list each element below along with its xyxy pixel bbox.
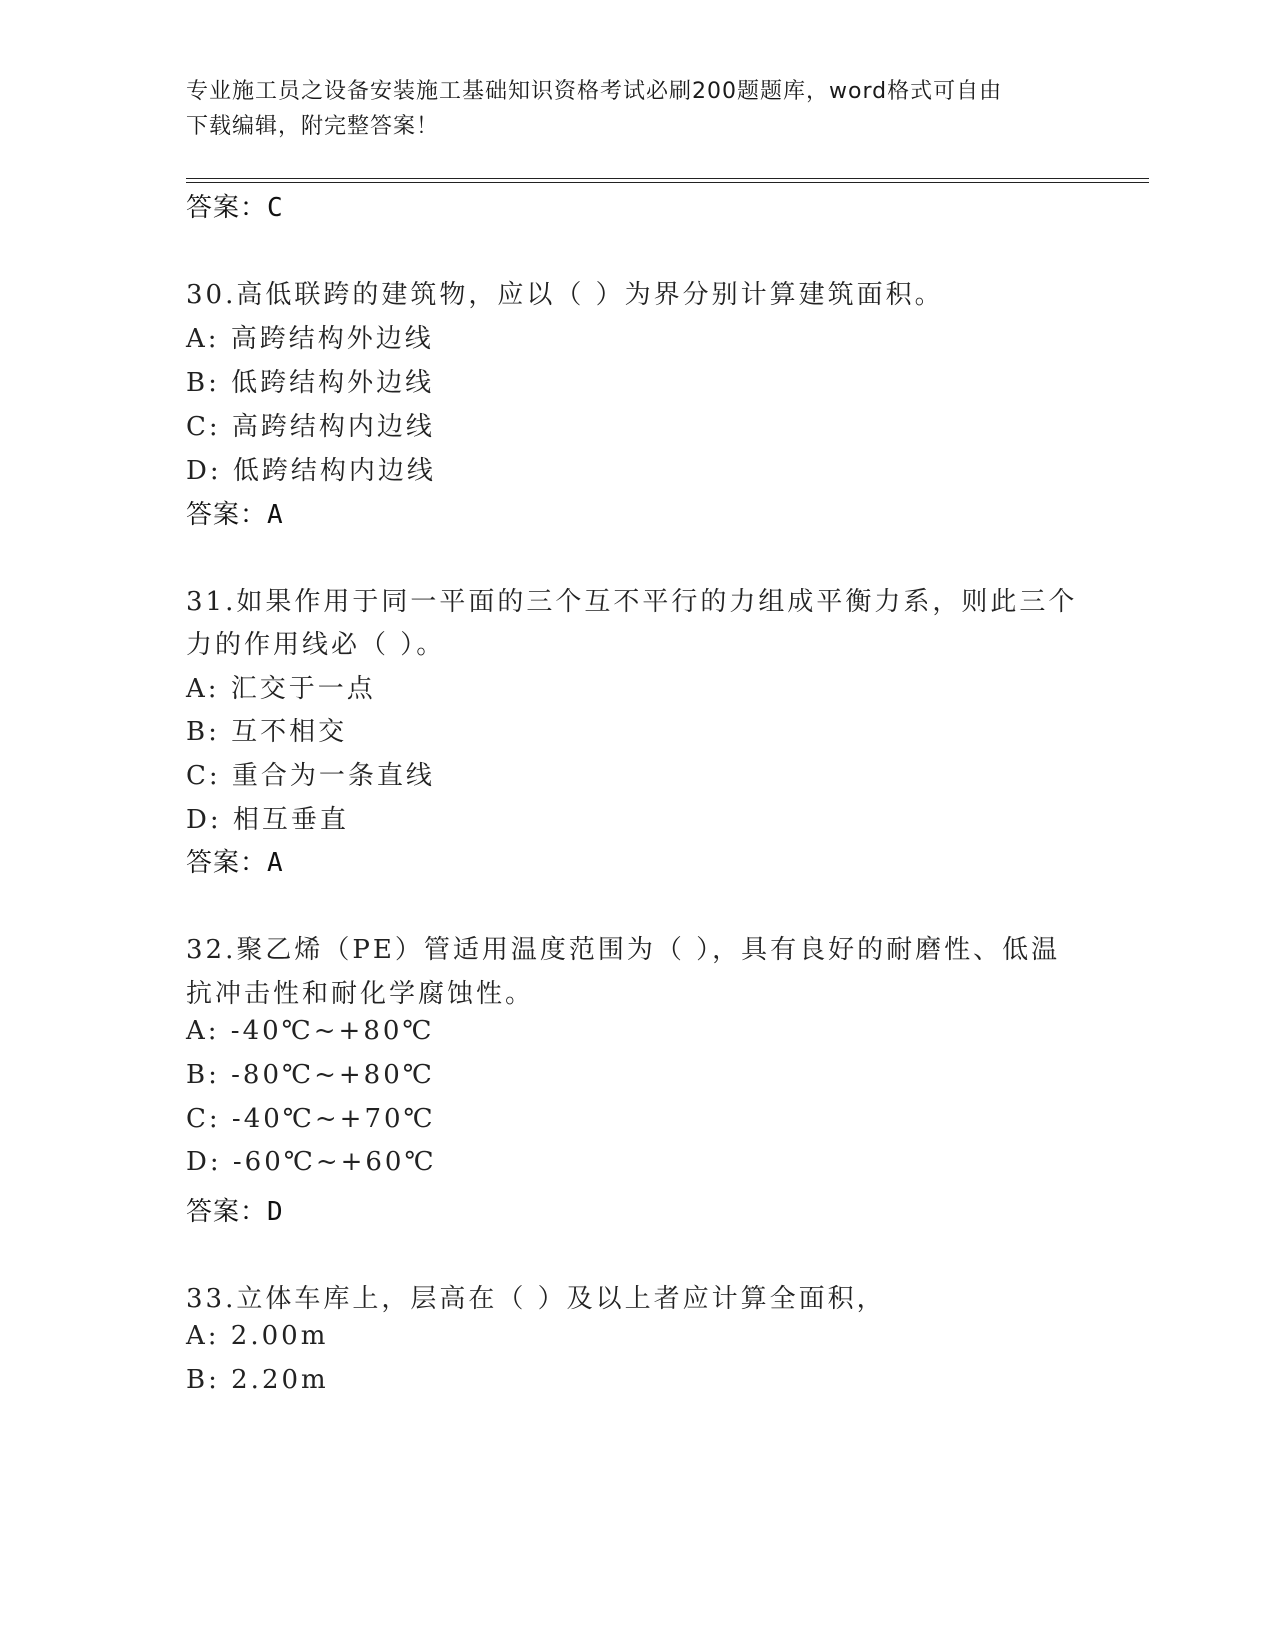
question-30-answer bbox=[186, 494, 284, 531]
question-33-option-a: A: 2.00m bbox=[186, 1321, 329, 1351]
answer-label: 答案： bbox=[186, 848, 268, 878]
question-31-answer bbox=[186, 842, 284, 879]
question-31-option-b: B: 互不相交 bbox=[186, 717, 348, 747]
answer-value: A bbox=[267, 500, 284, 530]
question-30-option-d: D: 低跨结构内边线 bbox=[186, 456, 436, 486]
header-line-2: 下载编辑，附完整答案！ bbox=[186, 114, 440, 139]
question-31-option-c: C: 重合为一条直线 bbox=[186, 761, 435, 791]
question-32-option-b: B: -80℃~+80℃ bbox=[186, 1060, 435, 1090]
answer-label: 答案： bbox=[186, 1197, 268, 1227]
question-30-option-c: C: 高跨结构内边线 bbox=[186, 412, 435, 442]
header-divider-bottom bbox=[186, 182, 1149, 183]
question-32-stem-line-2: 抗冲击性和耐化学腐蚀性。 bbox=[186, 979, 535, 1009]
question-32-option-a: A: -40℃~+80℃ bbox=[186, 1016, 435, 1046]
header-divider-top bbox=[186, 178, 1149, 179]
prev-answer bbox=[186, 187, 284, 224]
question-32-answer bbox=[186, 1191, 284, 1228]
document-header bbox=[186, 74, 1076, 144]
header-line-1: 专业施工员之设备安装施工基础知识资格考试必刷200题题库，word格式可自由 bbox=[186, 79, 1003, 104]
question-31-option-a: A: 汇交于一点 bbox=[186, 674, 376, 704]
question-31-stem-line-2: 力的作用线必（ ）。 bbox=[186, 630, 446, 660]
answer-value: C bbox=[267, 193, 284, 223]
question-32-option-d: D: -60℃~+60℃ bbox=[186, 1147, 437, 1177]
question-31-stem-line-1: 31.如果作用于同一平面的三个互不平行的力组成平衡力系，则此三个 bbox=[186, 587, 1078, 617]
question-32-option-c: C: -40℃~+70℃ bbox=[186, 1104, 436, 1134]
answer-label: 答案： bbox=[186, 500, 268, 530]
question-30-option-b: B: 低跨结构外边线 bbox=[186, 368, 435, 398]
answer-value: A bbox=[267, 848, 284, 878]
answer-label: 答案： bbox=[186, 193, 268, 223]
question-32-stem-line-1: 32.聚乙烯（PE）管适用温度范围为（ ），具有良好的耐磨性、低温 bbox=[186, 935, 1061, 965]
question-31-option-d: D: 相互垂直 bbox=[186, 805, 349, 835]
question-30-stem: 30.高低联跨的建筑物，应以（ ）为界分别计算建筑面积。 bbox=[186, 280, 944, 310]
question-33-stem: 33.立体车库上，层高在（ ）及以上者应计算全面积， bbox=[186, 1284, 886, 1314]
answer-value: D bbox=[267, 1197, 284, 1227]
question-30-option-a: A: 高跨结构外边线 bbox=[186, 324, 434, 354]
question-33-option-b: B: 2.20m bbox=[186, 1365, 329, 1395]
